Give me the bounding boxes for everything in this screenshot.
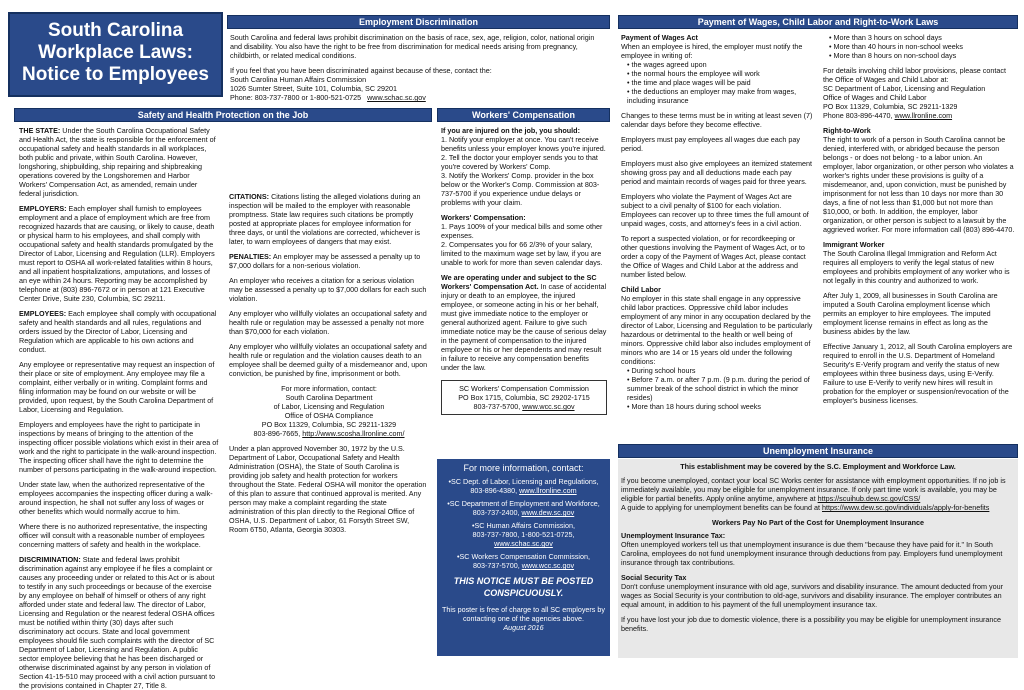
scuihub-link[interactable]: https://scuihub.dew.sc.gov/CSS/ <box>817 494 921 503</box>
llronline-link[interactable]: www.llronline.com <box>894 111 953 120</box>
safety-column-2 <box>226 123 432 658</box>
step-3: 3. Notify the Workers' Comp. provider in the box below or the Worker's Comp. Commission at 803-737-5700 if you experience undue delays or problems with your claim. <box>441 171 600 207</box>
pwa-item: • the normal hours the employee will work <box>627 69 813 78</box>
comp-label: Workers' Compensation: <box>441 213 526 222</box>
wages-column-1 <box>618 30 816 440</box>
pwa-item: • the time and place wages will be paid <box>627 78 813 87</box>
employers-label: EMPLOYERS: <box>19 204 67 213</box>
discrimination-org: South Carolina Human Affairs Commission <box>230 75 367 84</box>
step-2: 2. Tell the doctor your employer sends you to that you're covered by Workers' Comp. <box>441 153 598 171</box>
employees-text: Each employee shall comply with occupational safety and health standards and all rules, regulations and orders issued by the Director of Labor, Licensing and Regulation which are applicable to his own actions and conduct. <box>19 309 217 354</box>
wages-heading: Payment of Wages, Child Labor and Right-to-Work Laws <box>618 15 1018 29</box>
wages-statement-text: Employers must also give employees an itemized statement showing gross pay and all deductions made each pay period and maintain records of wages paid for three years. <box>621 159 812 186</box>
info-schac: •SC Human Affairs Commission, <box>471 521 576 531</box>
safety-column-1 <box>16 123 222 690</box>
info-dew: •SC Department of Employment and Workforce, <box>447 499 600 509</box>
penalties-label: PENALTIES: <box>229 252 272 261</box>
citations-label: CITATIONS: <box>229 192 270 201</box>
penalties-text: An employer may be assessed a penalty up to $7,000 dollars for a non-serious violation. <box>229 252 421 270</box>
title-line-1: South Carolina <box>47 20 184 41</box>
unemployment-section <box>618 459 1018 658</box>
info-wcc-phone: 803-737-5700, <box>472 561 522 571</box>
penalty-death-text: Any employer who willfully violates an occupational safety and health rule or regulation and the violation causes death to an employee shall be deemed guilty of a misdemeanor and, upon conviction, be punished by fine, imprisonment or both. <box>229 342 428 378</box>
participate-text: Employers and employees have the right to participate in inspections by means of bringing to the attention of the inspecting officer possible violations which exist in their area of work and the right to participate in the walk-around inspection. The inspecting officer shall have the right to determine the number of persons participating in the walk-around inspection. <box>19 420 219 474</box>
discrimination-contact-intro: If you feel that you have been discriminated against because of these, contact the: <box>230 66 492 75</box>
child-labor-list-cont <box>823 33 1015 60</box>
scosha-link[interactable]: http://www.scosha.llronline.com/ <box>302 429 405 438</box>
schac-info-link[interactable]: www.schac.sc.gov <box>494 539 553 549</box>
more-info-box <box>437 459 610 656</box>
free-poster-text: This poster is free of charge to all SC employers by contacting one of the agencies above. <box>442 604 605 623</box>
child-labor-item: • During school hours <box>627 366 813 375</box>
step-1: 1. Notify your employer at once. You can't receive benefits unless your employer knows you're injured. <box>441 135 606 153</box>
osha-contact-intro: For more information, contact: <box>281 384 377 393</box>
wcc-org: SC Workers' Compensation Commission <box>459 384 589 393</box>
pwa-label: Payment of Wages Act <box>621 33 698 42</box>
safety-discrimination-text: State and federal laws prohibit discrimination against any employee if he files a complaint or causes any proceeding under or related to this Act or is about to testify in any such proceedings or because of the exercise by any employee on behalf of himself or others of any right afforded under state and federal law. The director of Labor, Licensing and Regulation or the nearest federal OSHA offices must be notified within thirty (30) days after such discriminatory act occurs. State and local government employees should file such complaints with the director of SC Department of Labor, Licensing and Regulation. A public sector employee believing that he has been discharged or otherwise discriminated against by any person in violation of Section 41-15-510 may proceed with a civil action pursuant to the provisions contained in Chapter 27, Title 8. <box>19 555 216 690</box>
child-labor-text: No employer in this state shall engage in any oppressive child labor practices. Oppressive child labor includes employment of any minor in any occupation declared by the director of Labor, Licensing and Regulation to be particularly hazardous or detrimental to the health or well being of minors. Oppressive child labor also includes employment of minors who are 14 or 15 years old under the following conditions: <box>621 294 813 366</box>
discrimination-label: DISCRIMINATION: <box>19 555 81 564</box>
info-schac-phone: 803-737-7800, 1-800-521-0725, <box>472 530 575 540</box>
ui-guide-text: A guide to applying for unemployment benefits can be found at <box>621 503 822 512</box>
dew-link[interactable]: www.dew.sc.gov <box>521 508 575 518</box>
wcc-link[interactable]: www.wcc.sc.gov <box>522 402 575 411</box>
wcc-info-link[interactable]: www.wcc.sc.gov <box>521 561 575 571</box>
osha-address: PO Box 11329, Columbia, SC 29211-1329 <box>261 420 397 429</box>
discrimination-text: South Carolina and federal laws prohibit discrimination on the basis of race, sex, age, religion, color, national origin and disability. You also have the right to be free from discrimination for medical needs arising from pregnancy, childbirth, or related medical conditions. <box>230 33 595 60</box>
osha-phone: 803-896-7665, <box>253 429 303 438</box>
wages-changes-text: Changes to these terms must be in writing at least seven (7) calendar days before they become effective. <box>621 111 813 129</box>
domestic-violence-text: If you have lost your job due to domestic violence, there is a possibility you may be eligible for unemployment insurance benefits. <box>621 615 1001 633</box>
employers-text: Each employer shall furnish to employees employment and a place of employment which are free from recognized hazards that are causing, or likely to cause, death or physical harm to his employees, and shall comply with occupational safety and health standards promulgated by the Director of Labor, Licensing and Regulation (LLR). Employers must report to OSHA all work-related fatalities within 8 hours, and all inpatient hospitalizations, amputations, and losses of an eye within 24 hours. Reporting may be accomplished by telephone at (803) 896-7672 or in person at 121 Executive Center Drive, Suite 230, Columbia, SC 29211. <box>19 204 215 303</box>
osha-org-3: Office of OSHA Compliance <box>284 411 374 420</box>
ui-tax-label: Unemployment Insurance Tax: <box>621 531 726 540</box>
child-labor-details: For details involving child labor provisions, please contact the Office of Wages and Child Labor at: <box>823 66 1006 84</box>
wages-pay-text: Employers must pay employees all wages due each pay period. <box>621 135 800 153</box>
wcc-address: PO Box 1715, Columbia, SC 29202-1715 <box>458 393 590 402</box>
info-llr-phone: 803-896-4380, <box>470 486 520 496</box>
ui-covered-text: This establishment may be covered by the S.C. Employment and Workforce Law. <box>680 462 956 471</box>
penalty-serious-text: An employer who receives a citation for a serious violation may be assessed a penalty up to $7,000 dollars for each such violation. <box>229 276 427 303</box>
more-info-heading: For more information, contact: <box>463 463 584 473</box>
child-labor-item: • More than 40 hours in non-school weeks <box>829 42 1015 51</box>
inspection-request-text: Any employee or representative may request an inspection of their place or site of employment. Any employee may file a complaint, either verbally or in writing. Complaint forms and filing information may be found on our website or will be provided, upon request, by the South Carolina Department of Labor, Licensing and Regulation. <box>19 360 215 414</box>
comp-2: 2. Compensates you for 66 2/3% of your salary, limited to the maximum wage set by law, if you are unable to work for more than seven calendar days. <box>441 240 603 267</box>
llr-org-1: SC Department of Labor, Licensing and Regulation <box>823 84 986 93</box>
everify-text: Effective January 1, 2012, all South Carolina employers are required to enroll in the U.S. Department of Homeland Security's E-Verify program and verify the status of new employees within three business days, using E-Verify. Failure to use E-Verify to verify new hires will result in probation for the employer or suspension/revocation of the employer's business licenses. <box>823 342 1013 405</box>
apply-benefits-link[interactable]: https://www.dew.sc.gov/individuals/apply-for-benefits <box>822 503 990 512</box>
info-llr: •SC Dept. of Labor, Licensing and Regulations, <box>448 477 599 487</box>
pwa-text: When an employee is hired, the employer must notify the employee in writing of: <box>621 42 803 60</box>
posted-notice-2: CONSPICUOUSLY. <box>483 587 564 598</box>
llr-address: PO Box 11329, Columbia, SC 29211-1329 <box>823 102 958 111</box>
federal-plan-text: Under a plan approved November 30, 1972 by the U.S. Department of Labor, Occupational Safety and Health Administration (OSHA), the State of South Carolina is providing job safety and health protection for workers throughout the State. Federal OSHA will monitor the operation of this plan to assure that continued approval is merited. Any person may make a complaint regarding the state administration of this plan directly to the Regional Office of OSHA, U.S. Department of Labor, 61 Forsyth Street SW, Room 6T50, Atlanta, Georgia 30303. <box>229 444 427 534</box>
wages-column-2 <box>820 30 1018 440</box>
discrimination-heading: Employment Discrimination <box>227 15 610 29</box>
comp-1: 1. Pays 100% of your medical bills and some other expenses. <box>441 222 603 240</box>
employees-label: EMPLOYEES: <box>19 309 67 318</box>
poster-date: August 2016 <box>503 622 544 632</box>
unemployment-heading: Unemployment Insurance <box>618 444 1018 458</box>
rtw-text: The right to work of a person in South Carolina cannot be denied, interfered with, or abridged because the person belongs - or does not belong - to a labor union. An employer, labor organization, or other person who violates a worker's rights under these provisions is guilty of a misdemeanor, and, upon conviction, must be punished by imprisonment for not less than 10 days nor more than 30 days, a fine of not less than $1,000 but not more than $10,000, or both. In addition, the employer, labor organization, or other person is subject to a lawsuit by the aggrieved worker. For more information call (803) 896-4470. <box>823 135 1015 234</box>
discrimination-address: 1026 Sumter Street, Suite 101, Columbia, SC 29201 <box>230 84 398 93</box>
ui-no-cost-text: Workers Pay No Part of the Cost for Unemployment Insurance <box>712 518 924 527</box>
ui-tax-text: Often unemployed workers tell us that unemployment insurance is due them "because they have paid for it." In South Carolina, employees do not fund unemployment insurance through deductions from pay. Employers fund unemployment insurance through tax contributions. <box>621 540 1003 567</box>
llr-link[interactable]: www.llronline.com <box>519 486 577 496</box>
llr-org-2: Office of Wages and Child Labor <box>823 93 927 102</box>
wcc-phone: 803-737-5700, <box>473 402 523 411</box>
child-labor-list <box>621 366 813 411</box>
llr-phone: Phone 803-896-4470, <box>823 111 895 120</box>
ui-apply-text: If you become unemployed, contact your local SC Works center for assistance with employment opportunities. If no job is immediately available, you may be eligible for unemployment insurance. If only part time work is available, you may be eligible for partial benefits. Apply online anytime, anywhere at <box>621 476 1006 503</box>
child-labor-item: • More than 18 hours during school weeks <box>627 402 813 411</box>
info-dew-phone: 803-737-2400, <box>472 508 522 518</box>
immigrant-text: The South Carolina Illegal Immigration and Reform Act requires all employers to verify the legal status of new employees and prohibits employment of any worker who is not legally in this country and authorized to work. <box>823 249 1010 285</box>
osha-org-1: South Carolina Department <box>285 393 373 402</box>
penalty-willful-text: Any employer who willfully violates an occupational safety and health rule or regulation may be assessed a penalty not more than $70,000 for each violation. <box>229 309 427 336</box>
state-label: THE STATE: <box>19 126 61 135</box>
wages-penalty-text: Employers who violate the Payment of Wages Act are subject to a civil penalty of $100 for each violation. Employees can recover up to three times the full amount of unpaid wages, costs, and attorney's fees in a civil action. <box>621 192 809 228</box>
discrimination-section <box>227 30 610 106</box>
ss-tax-label: Social Security Tax <box>621 573 687 582</box>
child-labor-item: • More than 8 hours on non-school days <box>829 51 1015 60</box>
title-line-2: Workplace Laws: <box>38 42 193 63</box>
citations-text: Citations listing the alleged violations during an inspection will be mailed to the employer with reasonable promptness. State law requires such citations be promptly posted at appropriate places for employee information for three days, or until the violations are corrected, whichever is later, to warn employees of dangers that may exist. <box>229 192 421 246</box>
workers-comp-section <box>438 123 610 453</box>
injured-intro: If you are injured on the job, you should: <box>441 126 580 135</box>
rtw-label: Right-to-Work <box>823 126 871 135</box>
safety-heading: Safety and Health Protection on the Job <box>14 108 432 122</box>
no-representative-text: Where there is no authorized representative, the inspecting officer will consult with a reasonable number of employees concerning matters of safety and health in the workplace. <box>19 522 208 549</box>
immigrant-license-text: After July 1, 2009, all businesses in South Carolina are imputed a South Carolina employment license which permits an employer to hire employees. The imputed employment license remains in effect as long as the business abides by the law. <box>823 291 998 336</box>
state-text: Under the South Carolina Occupational Safety and Health Act, the state is responsible for the enforcement of occupational safety and health standards in all workplaces, both public and private, within South Carolina. However, longshoring, shipbuilding, ship repairing and shipbreaking operations covered by the Longshoremen and Harbor Workers' Compensation Act, as amended, remain under federal jurisdiction. <box>19 126 216 198</box>
pwa-list <box>621 60 813 105</box>
info-wcc: •SC Workers Compensation Commission, <box>457 552 590 562</box>
workers-comp-heading: Workers' Compensation <box>437 108 610 122</box>
pwa-item: • the deductions an employer may make from wages, including insurance <box>627 87 813 105</box>
wcc-contact-box <box>441 380 607 415</box>
discrimination-phone: Phone: 803-737-7800 or 1-800-521-0725 <box>230 93 362 102</box>
wages-report-text: To report a suspected violation, or for recordkeeping or other questions involving the Payment of Wages Act, or to order a copy of the Payment of Wages Act, please contact the Office of Wages and Child Labor at the address and number listed below. <box>621 234 806 279</box>
posted-notice-1: THIS NOTICE MUST BE POSTED <box>453 576 594 587</box>
walkaround-text: Under state law, when the authorized representative of the employees accompanies the inspecting officer during a walk-around inspection, he shall not suffer any loss of wages or other benefits which would normally accrue to him. <box>19 480 213 516</box>
comp-covered-text: In case of accidental injury or death to an employee, the injured employee, or someone acting in his or her behalf, must give immediate notice to the employer or general authorized agent. Failure to give such immediate notice may be the cause of serious delay in the payment of compensation to the injured employee or his or her dependents and may result in failure to receive any compensation benefits under the law. <box>441 282 607 372</box>
schac-link[interactable]: www.schac.sc.gov <box>367 93 426 102</box>
osha-contact <box>229 384 429 438</box>
comp-covered-bold: We are operating under and subject to the SC Workers' Compensation Act. <box>441 273 597 291</box>
poster-title <box>8 12 223 97</box>
osha-org-2: of Labor, Licensing and Regulation <box>273 402 385 411</box>
pwa-item: • the wages agreed upon <box>627 60 813 69</box>
ss-tax-text: Don't confuse unemployment insurance with old age, survivors and disability insurance. The amount deducted from your wages as Social Security is your contribution to old-age, survivors and disability insurance. The employer contributes an equal amount, in addition to his payment of the full unemployment insurance tax. <box>621 582 1003 609</box>
child-labor-item: • Before 7 a.m. or after 7 p.m. (9 p.m. during the period of summer break of the school district in which the minor resides) <box>627 375 813 402</box>
child-labor-label: Child Labor <box>621 285 661 294</box>
immigrant-label: Immigrant Worker <box>823 240 885 249</box>
title-line-3: Notice to Employees <box>22 64 209 85</box>
child-labor-item: • More than 3 hours on school days <box>829 33 1015 42</box>
